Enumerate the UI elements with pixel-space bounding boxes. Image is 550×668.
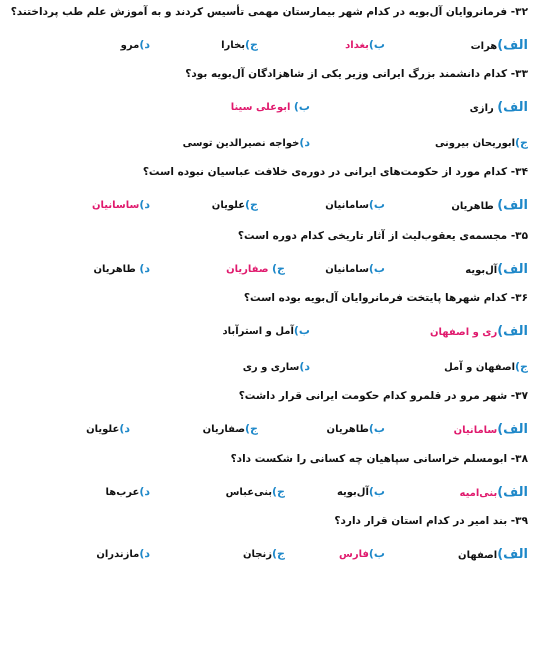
q33-option-a[interactable] — [470, 100, 528, 115]
option-text: خواجه نصیرالدین توسی — [182, 138, 300, 149]
option-label: الف) — [497, 262, 528, 277]
option-label: ج) — [245, 38, 258, 51]
question-35: ۳۵- مجسمه‌ی یعقوب‌لیث از آثار تاریخی کدام دوره است؟ — [237, 230, 528, 242]
q35-option-a[interactable] — [465, 262, 528, 277]
option-label: د) — [139, 198, 150, 211]
option-text: ساری و ری — [242, 362, 300, 373]
question-38: ۳۸- ابومسلم خراسانی سپاهیان چه کسانی را شکست داد؟ — [230, 453, 528, 465]
option-label: الف) — [497, 198, 528, 213]
question-39: ۳۹- بند امیر در کدام استان قرار دارد؟ — [334, 515, 528, 527]
option-text: صفاریان — [202, 424, 246, 435]
option-label: د) — [119, 422, 130, 435]
option-text: صفاریان — [226, 264, 273, 275]
q36-option-a[interactable] — [430, 324, 528, 339]
option-text: عرب‌ها — [105, 487, 140, 498]
option-label: ب) — [368, 547, 385, 560]
option-text: طاهریان — [326, 424, 369, 435]
option-text: طاهریان — [93, 264, 140, 275]
option-label: د) — [139, 262, 150, 275]
q36-option-c[interactable] — [444, 360, 528, 373]
question-32: ۳۲- فرمانروایان آل‌بویه در کدام شهر بیمارستان مهمی تأسیس کردند و به آموزش علم طب پرداختند؟ — [10, 6, 528, 18]
question-34: ۳۴- کدام مورد از حکومت‌های ایرانی در دوره‌ی خلافت عباسیان نبوده است؟ — [142, 166, 528, 178]
option-text: ری و اصفهان — [429, 327, 498, 338]
option-text: ابوریحان بیرونی — [434, 138, 516, 149]
option-label: ب) — [368, 485, 385, 498]
option-text: اصفهان و آمل — [444, 362, 516, 373]
option-text: آل‌بویه — [336, 487, 369, 498]
option-text: زنجان — [243, 549, 273, 560]
question-36: ۳۶- کدام شهرها پایتخت فرمانروایان آل‌بویه بوده است؟ — [243, 292, 528, 304]
question-37: ۳۷- شهر مرو در قلمرو کدام حکومت ایرانی قرار داشت؟ — [238, 390, 528, 402]
option-label: ج) — [272, 485, 285, 498]
option-label: ب) — [368, 422, 385, 435]
q39-option-a[interactable] — [458, 547, 528, 562]
q38-option-b[interactable] — [337, 485, 385, 498]
question-33: ۳۳- کدام دانشمند بزرگ ایرانی وزیر یکی از شاهزادگان آل‌بویه بود؟ — [185, 68, 528, 80]
option-label: د) — [139, 547, 150, 560]
q37-option-d[interactable] — [86, 422, 130, 435]
option-label: د) — [299, 360, 310, 373]
option-text: سامانیان — [325, 200, 369, 211]
option-text: طاهریان — [451, 201, 498, 212]
option-text: مرو — [120, 40, 140, 51]
option-text: هرات — [470, 41, 498, 52]
option-label: ج) — [515, 136, 528, 149]
option-text: مازندران — [96, 549, 140, 560]
option-label: د) — [139, 485, 150, 498]
q38-option-c[interactable] — [226, 485, 285, 498]
q34-option-d[interactable] — [92, 198, 150, 211]
q32-option-b[interactable] — [345, 38, 385, 51]
option-text: علویان — [211, 200, 246, 211]
q33-option-d[interactable] — [183, 136, 310, 149]
q37-option-a[interactable] — [454, 422, 528, 437]
option-label: الف) — [497, 100, 528, 115]
option-text: بغداد — [345, 40, 369, 51]
option-label: ج) — [515, 360, 528, 373]
option-text: آل‌بویه — [465, 265, 498, 276]
q32-option-c[interactable] — [221, 38, 258, 51]
q37-option-b[interactable] — [327, 422, 385, 435]
option-label: د) — [299, 136, 310, 149]
q33-option-c[interactable] — [435, 136, 528, 149]
q32-option-a[interactable] — [471, 38, 528, 53]
option-label: ج) — [245, 422, 258, 435]
option-label: الف) — [497, 422, 528, 437]
option-label: ج) — [245, 198, 258, 211]
option-label: ب) — [368, 38, 385, 51]
option-label: د) — [139, 38, 150, 51]
q35-option-c[interactable] — [226, 262, 285, 275]
option-text: بنی‌عباس — [225, 487, 273, 498]
option-label: ب) — [368, 262, 385, 275]
option-text: سامانیان — [325, 264, 369, 275]
q35-option-b[interactable] — [325, 262, 385, 275]
option-label: ب) — [293, 100, 310, 113]
option-label: الف) — [497, 547, 528, 562]
option-text: بخارا — [221, 40, 246, 51]
option-label: الف) — [497, 485, 528, 500]
option-text: فارس — [339, 549, 369, 560]
option-text: رازی — [469, 103, 498, 114]
option-text: بنی‌امیه — [459, 488, 498, 499]
option-text: سامانیان — [453, 425, 498, 436]
q34-option-b[interactable] — [325, 198, 385, 211]
q39-option-c[interactable] — [243, 547, 285, 560]
q34-option-c[interactable] — [212, 198, 258, 211]
q34-option-a[interactable] — [451, 198, 528, 213]
q38-option-d[interactable] — [106, 485, 150, 498]
q35-option-d[interactable] — [93, 262, 150, 275]
option-label: ج) — [272, 262, 285, 275]
q39-option-d[interactable] — [96, 547, 150, 560]
q38-option-a[interactable] — [460, 485, 529, 500]
option-text: ساسانیان — [92, 200, 140, 211]
q37-option-c[interactable] — [203, 422, 258, 435]
option-label: ب) — [368, 198, 385, 211]
option-label: ج) — [272, 547, 285, 560]
option-label: الف) — [497, 38, 528, 53]
q36-option-d[interactable] — [243, 360, 310, 373]
option-text: اصفهان — [458, 550, 498, 561]
q32-option-d[interactable] — [121, 38, 150, 51]
option-text: آمل و استرآباد — [222, 326, 294, 337]
option-text: ابوعلی سینا — [230, 102, 294, 113]
q33-option-b[interactable] — [231, 100, 310, 113]
option-label: ب) — [293, 324, 310, 337]
q36-option-b[interactable] — [223, 324, 310, 337]
q39-option-b[interactable] — [339, 547, 385, 560]
option-text: علویان — [86, 424, 120, 435]
option-label: الف) — [497, 324, 528, 339]
